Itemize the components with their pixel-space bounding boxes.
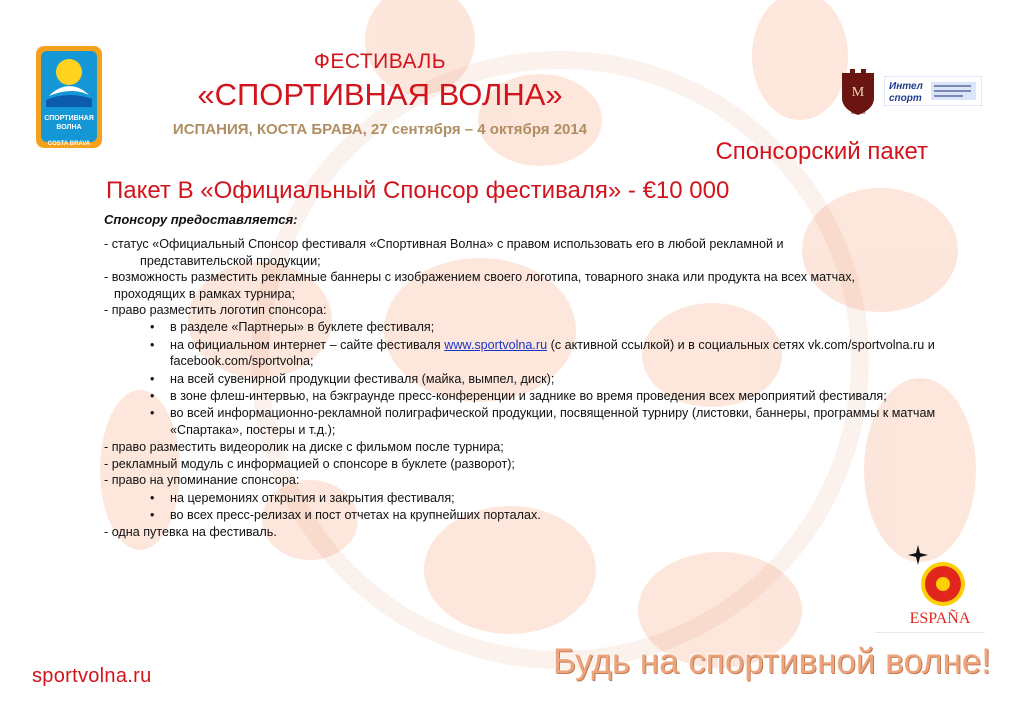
list-item: • в зоне флеш-интервью, на бэкграунде пресс-конференции и заднике во время проведения всех мероприятий фестиваля; bbox=[148, 388, 984, 404]
list-item: • на всей сувенирной продукции фестиваля (майка, вымпел, диск); bbox=[148, 371, 984, 387]
espana-logo bbox=[896, 545, 984, 631]
benefit-banners-line1: - возможность разместить рекламные баннеры с изображением своего логотипа, товарного знака или продукта на всех матчах, bbox=[104, 270, 856, 285]
festival-location-dates: ИСПАНИЯ, КОСТА БРАВА, 27 сентября – 4 октября 2014 bbox=[172, 121, 588, 138]
benefit-mentions: - право на упоминание спонсора: bbox=[104, 473, 300, 488]
list-item-suffix: (с активной ссылкой) и в социальных сетях vk.com/sportvolna.ru и facebook.com/sportvolna; bbox=[170, 337, 935, 369]
festival-label: ФЕСТИВАЛЬ bbox=[313, 50, 447, 73]
espana-underline bbox=[875, 632, 985, 633]
logo-left-line1: СПОРТИВНАЯ bbox=[44, 115, 94, 122]
list-item: • во всех пресс-релизах и пост отчетах на крупнейших порталах. bbox=[148, 507, 984, 523]
sponsorship-package-header: Спонсорский пакет bbox=[715, 138, 928, 165]
benefit-banners-line2: проходящих в рамках турнира; bbox=[114, 286, 295, 301]
logo-placement-list bbox=[148, 319, 984, 438]
benefit-logo-placement: - право разместить логотип спонсора: bbox=[104, 303, 327, 318]
ma-tea-logo bbox=[838, 68, 878, 116]
mentions-list bbox=[148, 490, 984, 524]
espana-text: ESPAÑA bbox=[909, 610, 971, 627]
intel-sport-logo bbox=[884, 76, 982, 106]
footer-slogan: Будь на спортивной волне! bbox=[552, 642, 991, 681]
benefit-trip: - одна путевка на фестиваль. bbox=[104, 525, 277, 540]
intel-sport-line1: Интел bbox=[889, 81, 923, 92]
benefit-status-line2: представительской продукции; bbox=[140, 253, 321, 268]
package-title: Пакет B «Официальный Спонсор фестиваля» - €10 000 bbox=[106, 177, 730, 204]
svg-text:M: M bbox=[851, 85, 865, 100]
sponsor-benefits bbox=[104, 212, 984, 541]
list-item bbox=[148, 337, 984, 370]
footer-site: sportvolna.ru bbox=[32, 665, 152, 687]
list-item-prefix: на официальном интернет – сайте фестиваля bbox=[170, 337, 441, 352]
ma-tea-text: Ma Tea bbox=[850, 111, 866, 116]
list-item: • на церемониях открытия и закрытия фестиваля; bbox=[148, 490, 984, 506]
benefit-booklet: - рекламный модуль с информацией о спонсоре в буклете (разворот); bbox=[104, 456, 515, 471]
festival-name: «СПОРТИВНАЯ ВОЛНА» bbox=[197, 77, 563, 112]
intel-sport-line2: спорт bbox=[889, 93, 922, 104]
list-item: • во всей информационно-рекламной полиграфической продукции, посвященной турниру (листовки, баннеры, программы к матчам «Спартака», постеры и т.д.); bbox=[148, 405, 984, 438]
benefit-status-line1: - статус «Официальный Спонсор фестиваля «Спортивная Волна» с правом использовать его в любой рекламной и bbox=[104, 237, 784, 252]
logo-left-line3: COSTA BRAVA bbox=[47, 141, 91, 147]
logo-left-line2: ВОЛНА bbox=[56, 124, 82, 131]
benefit-video: - право разместить видеоролик на диске с фильмом после турнира; bbox=[104, 440, 504, 455]
list-item: • в разделе «Партнеры» в буклете фестиваля; bbox=[148, 319, 984, 335]
sponsor-intro: Спонсору предоставляется: bbox=[104, 212, 298, 227]
website-link[interactable]: www.sportvolna.ru bbox=[444, 337, 548, 352]
